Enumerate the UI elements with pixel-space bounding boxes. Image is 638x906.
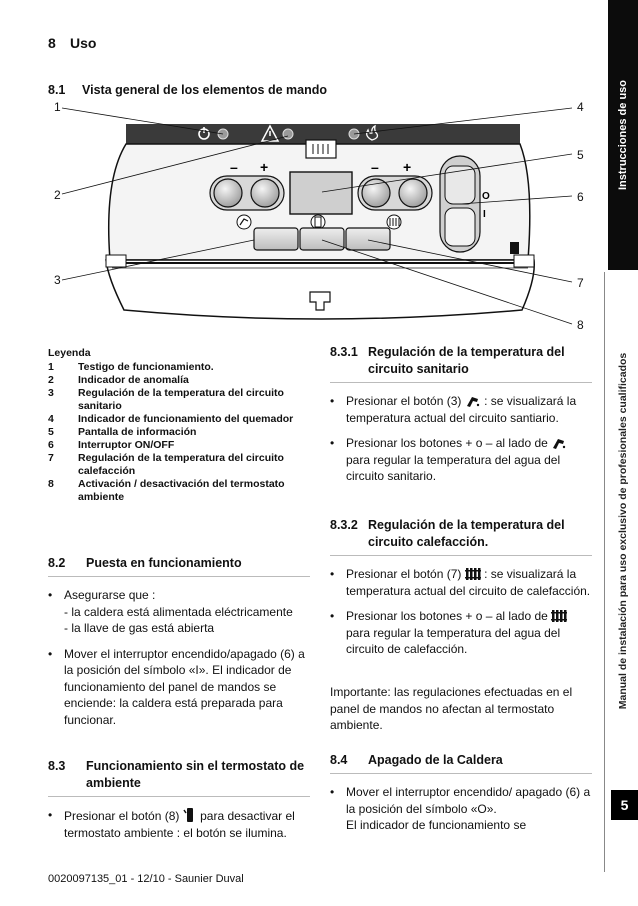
- legend-item: 4 Indicador de funcionamiento del quemador: [48, 413, 294, 425]
- section-8-3-2: [330, 517, 592, 667]
- thermostat-icon: [183, 807, 197, 823]
- dhw-minus-button: [214, 179, 242, 207]
- section-8-3-heading: 8.3 Funcionamiento sin el termostato de ambiente: [48, 759, 305, 790]
- callout-8: 8: [577, 318, 584, 332]
- tap-icon: [237, 215, 251, 229]
- section-8-4: [330, 752, 592, 834]
- info-display: [290, 172, 352, 214]
- bullet: • Asegurarse que : - la caldera está alimentada eléctricamente - la llave de gas está abierta: [48, 588, 293, 635]
- section-8-3-1-heading: 8.3.1 Regulación de la temperatura del circuito sanitario: [330, 345, 565, 376]
- bullet: • Mover el interruptor encendido/apagado (6) a la posición del símbolo «I». El indicador de funcionamiento del panel de mandos se enciende: la caldera está preparada para funcionar.: [48, 646, 305, 727]
- callout-2: 2: [54, 188, 61, 202]
- legend-item: 8 Activación / desactivación del termostato ambiente: [48, 478, 285, 503]
- section-8-1-number: 8.1: [48, 83, 66, 97]
- callout-3: 3: [54, 273, 61, 287]
- radiator-icon: [551, 608, 567, 623]
- legend-item: 6 Interruptor ON/OFF: [48, 439, 175, 451]
- section-8-2-heading: 8.2 Puesta en funcionamiento: [48, 556, 242, 570]
- dhw-minus-label: –: [230, 159, 238, 175]
- bullet: • Presionar los botones + o – al lado de para regular la temperatura del agua del circuito de calefacción.: [330, 608, 592, 658]
- radiator-icon: [465, 566, 481, 581]
- page-number: 5: [611, 790, 638, 820]
- sidebar-tab-label: Instrucciones de uso: [617, 79, 629, 191]
- legend-item: 1 Testigo de funcionamiento.: [48, 361, 214, 373]
- switch-on-label: I: [483, 209, 486, 220]
- section-8-3-1: [330, 344, 592, 494]
- heating-minus-button: [362, 179, 390, 207]
- fault-led: [283, 129, 293, 139]
- tap-icon: [551, 435, 567, 450]
- tap-icon: [465, 393, 481, 408]
- footer: 0020097135_01 - 12/10 - Saunier Duval: [48, 873, 244, 885]
- legend-title: Leyenda: [48, 347, 91, 359]
- bullet: • Presionar los botones + o – al lado de para regular la temperatura del agua del circuito sanitario.: [330, 435, 592, 485]
- section-8-3-2-heading: 8.3.2 Regulación de la temperatura del circuito calefacción.: [330, 518, 565, 549]
- sidebar-manual-note: [608, 272, 638, 790]
- heating-minus-label: –: [371, 159, 379, 175]
- callout-4: 4: [577, 100, 584, 114]
- bullet: • Presionar el botón (3) : se visualizará la temperatura actual del circuito santiario.: [330, 394, 577, 425]
- sidebar-divider: [604, 272, 605, 872]
- dhw-plus-button: [251, 179, 279, 207]
- heating-plus-label: +: [403, 159, 412, 175]
- sidebar-tab: [608, 0, 638, 270]
- legend: [48, 347, 316, 504]
- dhw-plus-label: +: [260, 159, 269, 175]
- bullet: • Presionar el botón (7) : se visualizará la temperatura actual del circuito de calefacción.: [330, 567, 591, 598]
- callout-1: 1: [54, 100, 61, 114]
- thermostat-button: [300, 228, 344, 250]
- section-8-1-heading: [48, 83, 327, 97]
- heating-button: [346, 228, 390, 250]
- heating-plus-button: [399, 179, 427, 207]
- control-panel-diagram: [48, 100, 598, 335]
- section-8-title: Uso: [70, 35, 97, 51]
- callout-7: 7: [577, 276, 584, 290]
- dhw-button: [254, 228, 298, 250]
- important-note: Importante: las regulaciones efectuadas en el panel de mandos no afectan al termostato ambiente.: [330, 685, 573, 732]
- bullet: • Presionar el botón (8) para desactivar el termostato ambiente : el botón se ilumina.: [48, 808, 295, 840]
- section-8-heading: [48, 35, 96, 51]
- legend-item: 2 Indicador de anomalía: [48, 374, 189, 386]
- callout-5: 5: [577, 148, 584, 162]
- legend-item: 7 Regulación de la temperatura del circuito calefacción: [48, 452, 284, 477]
- sidebar-manual-label: Manual de instalación para uso exclusivo de profesionales cualificados: [617, 352, 629, 710]
- legend-item: 5 Pantalla de información: [48, 426, 197, 438]
- legend-item: 3 Regulación de la temperatura del circuito sanitario: [48, 387, 284, 412]
- section-8-2: [48, 555, 310, 737]
- section-8-number: 8: [48, 35, 56, 51]
- switch-off-label: O: [482, 191, 490, 202]
- callout-6: 6: [577, 190, 584, 204]
- section-8-1-title: Vista general de los elementos de mando: [82, 83, 327, 97]
- connector: [306, 140, 336, 158]
- section-8-4-heading: 8.4 Apagado de la Caldera: [330, 753, 503, 767]
- section-8-3: [48, 758, 310, 850]
- bullet: • Mover el interruptor encendido/ apagado (6) a la posición del símbolo «O». El indicador de funcionamiento se: [330, 785, 591, 832]
